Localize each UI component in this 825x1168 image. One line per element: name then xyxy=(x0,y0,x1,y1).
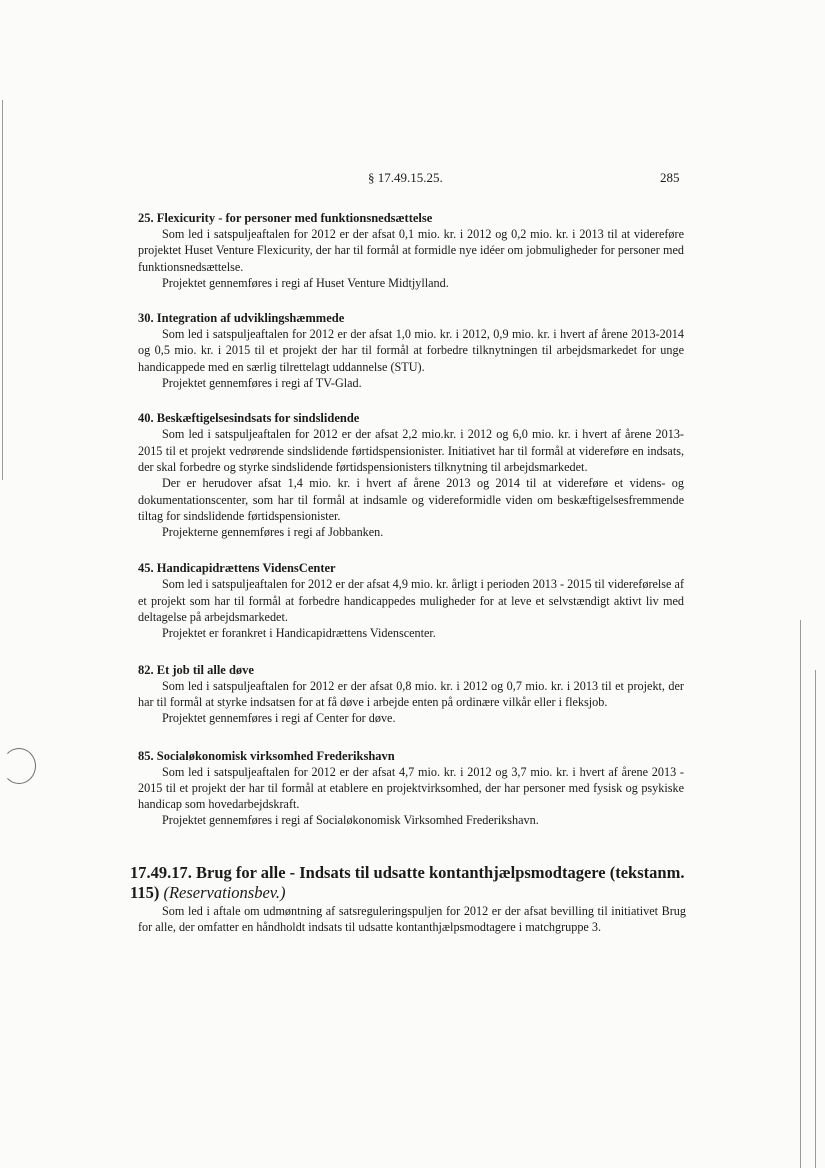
scan-edge-line-right xyxy=(800,620,801,1168)
section-closing: Projekterne gennemføres i regi af Jobbanken. xyxy=(162,525,384,540)
section-body: Som led i satspuljeaftalen for 2012 er der afsat 2,2 mio.kr. i 2012 og 6,0 mio. kr. i hvert af årene 2013-2015 til et projekt vedrørende sindslidende førtidspensionister. Initiativet har til formål at videreføre en indsats, der skal forbedre og styrke sindslidende førtidspensionisters tilknytning til arbejdsmarkedet. xyxy=(138,427,684,474)
section-30 xyxy=(138,311,684,391)
section-closing: Projektet gennemføres i regi af TV-Glad. xyxy=(162,376,362,391)
section-body: Som led i satspuljeaftalen for 2012 er der afsat 0,1 mio. kr. i 2012 og 0,2 mio. kr. i 2013 til at videreføre projektet Huset Venture Flexicurity, der har til formål at formidle nye idéer om jobmuligheder for personer med funktionsnedsættelse. xyxy=(138,227,684,274)
section-85 xyxy=(138,749,684,829)
main-section-title-italic: (Reservationsbev.) xyxy=(163,882,286,902)
section-40 xyxy=(138,411,684,540)
header-section-ref: § 17.49.15.25. xyxy=(368,170,443,185)
section-closing: Projektet gennemføres i regi af Huset Venture Midtjylland. xyxy=(162,275,449,290)
main-section-title xyxy=(130,863,686,903)
section-45 xyxy=(138,561,684,641)
main-section-body: Som led i aftale om udmøntning af satsreguleringspuljen for 2012 er der afsat bevilling til initiativet Brug for alle, der omfatter en håndholdt indsats til udsatte kontanthjælpsmodtagere i matchgruppe 3. xyxy=(138,903,686,935)
section-body: Som led i satspuljeaftalen for 2012 er der afsat 1,0 mio. kr. i 2012, 0,9 mio. kr. i hvert af årene 2013-2014 og 0,5 mio. kr. i 2015 til et projekt der har til formål at forbedre tilknytningen til arbejdsmarkedet for unge handicappede med en særlig tilrettelagt uddannelse (STU). xyxy=(138,327,684,374)
section-title: 30. Integration af udviklingshæmmede xyxy=(138,311,345,326)
section-17-49-17 xyxy=(130,863,686,936)
section-body-2: Der er herudover afsat 1,4 mio. kr. i hvert af årene 2013 og 2014 til at videreføre et videns- og dokumentationscenter, som har til formål at indsamle og videreformidle viden om beskæftigelsesfremmende tiltag for sindslidende førtidspensionister. xyxy=(138,476,684,523)
section-title: 85. Socialøkonomisk virksomhed Frederikshavn xyxy=(138,748,395,763)
section-closing: Projektet gennemføres i regi af Center for døve. xyxy=(162,711,396,726)
punch-hole xyxy=(2,748,36,784)
section-closing: Projektet gennemføres i regi af Socialøkonomisk Virksomhed Frederikshavn. xyxy=(162,813,539,828)
section-25 xyxy=(138,211,684,291)
section-body: Som led i satspuljeaftalen for 2012 er der afsat 4,7 mio. kr. i 2012 og 3,7 mio. kr. i hvert af årene 2013 - 2015 til et projekt der har til formål at etablere en projektvirksomhed, der har personer med fysisk og psykiske handicap som hovedarbejdskraft. xyxy=(138,764,684,812)
scan-edge-line-right-2 xyxy=(815,670,816,1168)
main-section-title-text: 17.49.17. Brug for alle - Indsats til udsatte kontanthjælpsmodtagere (tekstanm. 115) xyxy=(130,862,685,902)
document-body xyxy=(130,211,686,935)
section-title: 40. Beskæftigelsesindsats for sindslidende xyxy=(138,411,360,426)
section-82 xyxy=(138,663,684,727)
scan-edge-line-left xyxy=(2,100,3,480)
section-title: 45. Handicapidrættens VidensCenter xyxy=(138,561,336,576)
page-number: 285 xyxy=(660,170,680,185)
section-title: 82. Et job til alle døve xyxy=(138,662,254,677)
section-body: Som led i satspuljeaftalen for 2012 er der afsat 0,8 mio. kr. i 2012 og 0,7 mio. kr. i 2013 til et projekt, der har til formål at styrke indsatsen for at få døve i arbejde enten på ordinære vilkår eller i fleksjob. xyxy=(138,678,684,709)
section-title: 25. Flexicurity - for personer med funktionsnedsættelse xyxy=(138,211,433,225)
section-closing: Projektet er forankret i Handicapidrættens Videnscenter. xyxy=(162,626,436,641)
section-body: Som led i satspuljeaftalen for 2012 er der afsat 4,9 mio. kr. årligt i perioden 2013 - 2015 til videreførelse af et projekt som har til formål at forbedre handicappedes muligheder for at leve et selvstændigt aktivt liv med deltagelse på arbejdsmarkedet. xyxy=(138,577,684,625)
